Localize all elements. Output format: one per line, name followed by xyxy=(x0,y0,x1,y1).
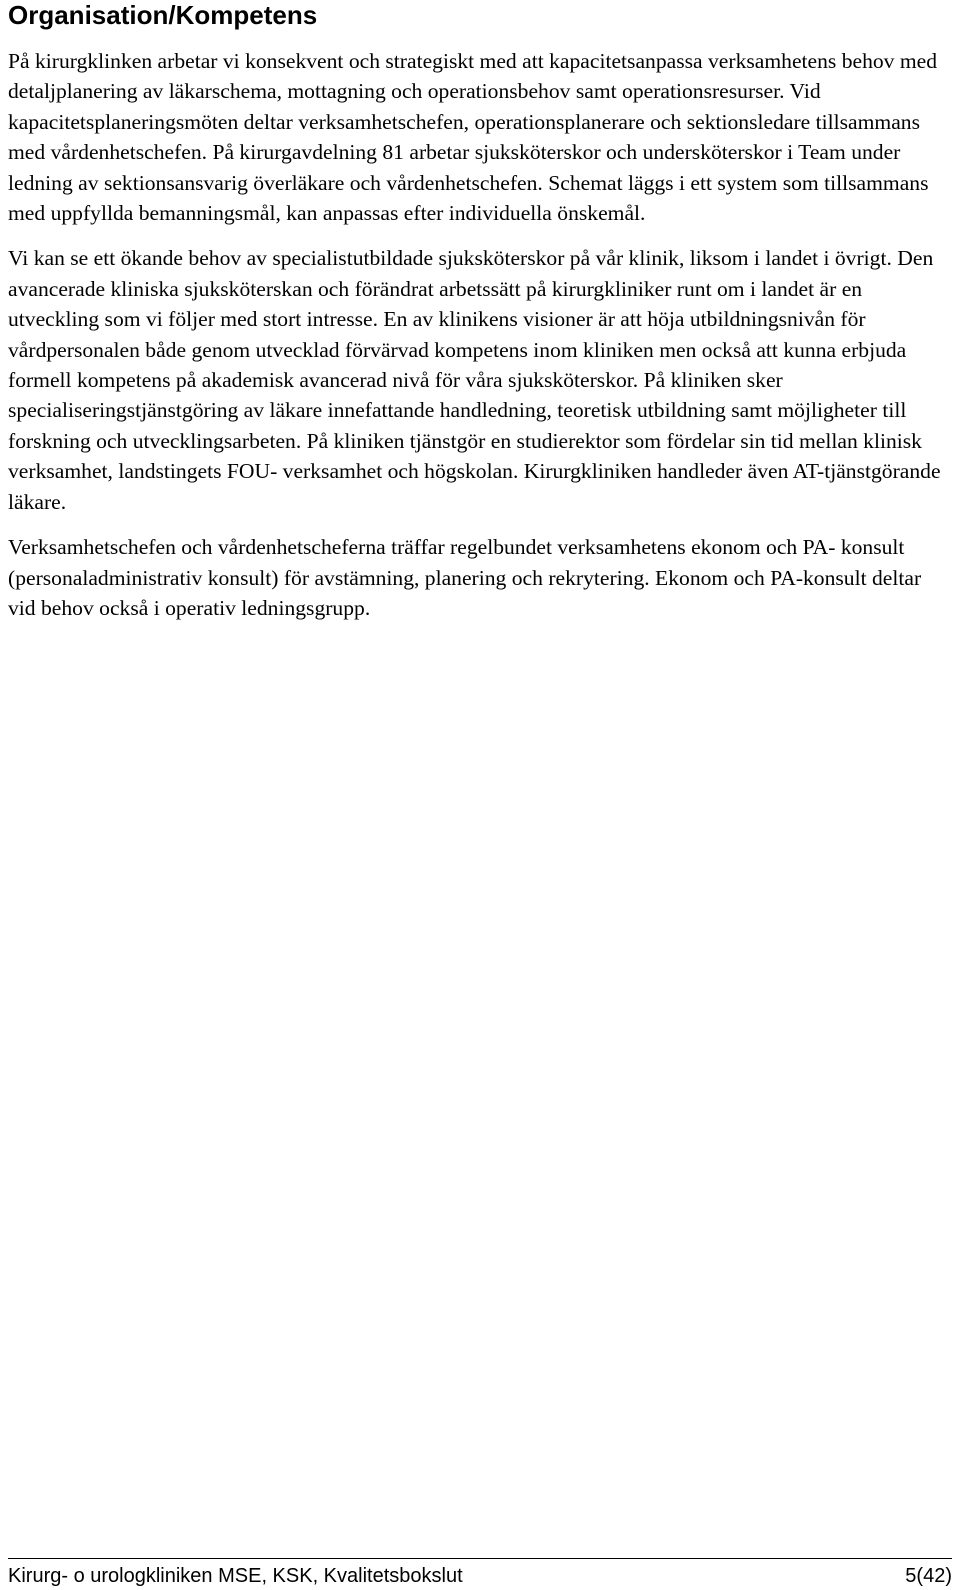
section-heading: Organisation/Kompetens xyxy=(8,0,318,30)
paragraph-planning: På kirurgklinken arbetar vi konsekvent och strategiskt med att kapacitetsanpassa verksamhetens behov med detaljplanering av läkarschema, mottagning och operationsbehov samt operationsresurser. Vid kapacitetsplaneringsmöten deltar verksamhetschefen, operationsplanerare och sektionsledare tillsammans med vårdenhetschefen. På kirurgavdelning 81 arbetar sjuksköterskor och undersköterskor i Team under ledning av sektionsansvarig överläkare och vårdenhetschefen. Schemat läggs i ett system som tillsammans med uppfyllda bemanningsmål, kan anpassas efter individuella önskemål. xyxy=(8,49,938,226)
paragraph-competence: Vi kan se ett ökande behov av specialistutbildade sjuksköterskor på vår klinik, liksom i landet i övrigt. Den avancerade kliniska sjuksköterskan och förändrat arbetssätt på kirurgkliniker runt om i landet är en utveckling som vi följer med stort intresse. En av klinikens visioner är att höja utbildningsnivån för vårdpersonalen både genom utvecklad förvärvad kompetens inom kliniken men också att kunna erbjuda formell kompetens på akademisk avancerad nivå för våra sjuksköterskor. På kliniken sker specialiseringstjänstgöring av läkare innefattande handledning, teoretisk utbildning samt möjligheter till forskning och utvecklingsarbeten. På kliniken tjänstgör en studierektor som fördelar sin tid mellan klinisk verksamhet, landstingets FOU- verksamhet och högskolan. Kirurgkliniken handleder även AT-tjänstgörande läkare. xyxy=(8,246,941,514)
body-text xyxy=(8,46,954,638)
page-number: 5(42) xyxy=(905,1565,952,1587)
footer-title: Kirurg- o urologkliniken MSE, KSK, Kvalitetsbokslut xyxy=(8,1565,463,1587)
paragraph-economy: Verksamhetschefen och vårdenhetscheferna träffar regelbundet verksamhetens ekonom och PA- konsult (personaladministrativ konsult) för avstämning, planering och rekrytering. Ekonom och PA-konsult deltar vid behov också i operativ ledningsgrupp. xyxy=(8,535,922,620)
page-footer xyxy=(8,1558,952,1588)
